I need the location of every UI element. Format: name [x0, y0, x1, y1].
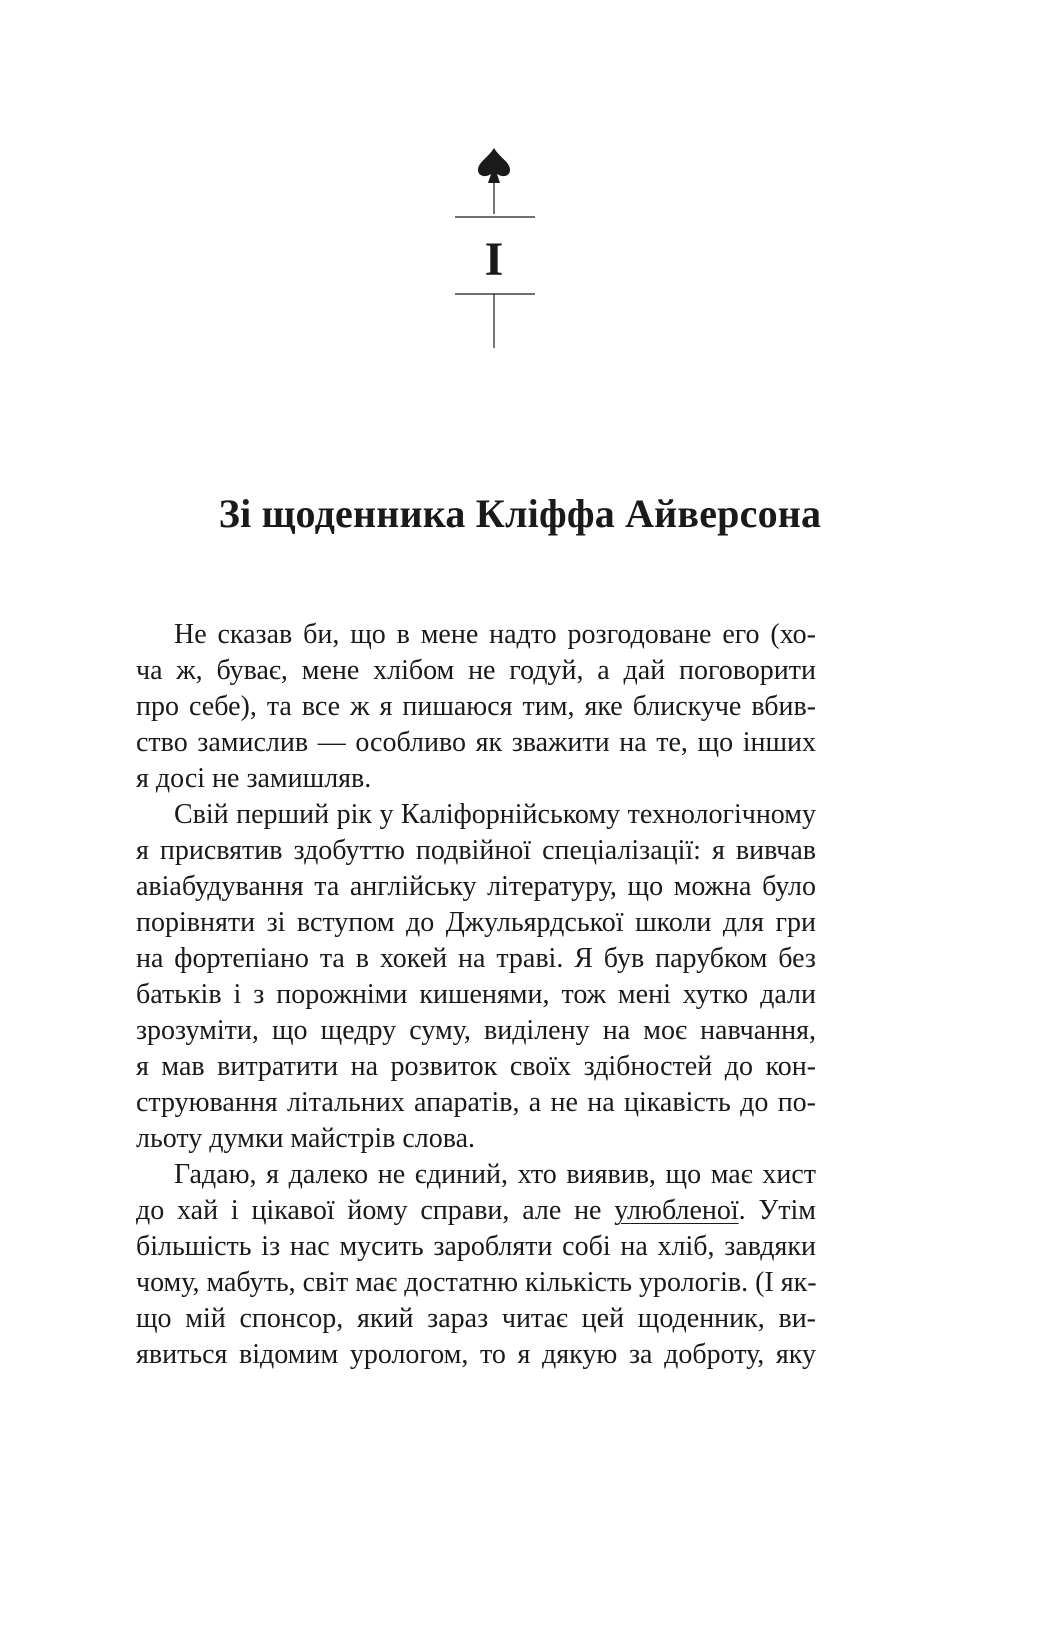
paragraph-line: більшість із нас мусить заробляти собі на хліб, завдяки — [136, 1231, 816, 1262]
paragraph-line: що мій спонсор, який зараз читає цей щоденник, ви- — [136, 1303, 816, 1334]
paragraph-line: порівняти зі вступом до Джульярдської школи для гри — [136, 907, 816, 938]
paragraph-line: Свій перший рік у Каліфорнійському технологічному — [174, 799, 816, 830]
paragraph-line: зрозуміти, що щедру суму, виділену на моє навчання, — [136, 1015, 816, 1046]
paragraph-line: батьків і з порожніми кишенями, тож мені хутко дали — [136, 979, 816, 1010]
paragraph-2 — [136, 797, 816, 1157]
paragraph-line: чому, мабуть, світ має достатню кількість урологів. (І як- — [136, 1267, 817, 1298]
paragraph-line: про себе), та все ж я пишаюся тим, яке блискуче вбив- — [136, 691, 816, 722]
paragraph-line: на фортепіано та в хокей на траві. Я був парубком без — [136, 943, 816, 974]
paragraph-line: я досі не замишляв. — [136, 763, 372, 794]
paragraph-line-with-emphasis — [136, 1193, 816, 1229]
paragraph-line: авіабудування та англійську літературу, що можна було — [136, 871, 816, 902]
paragraph-line: ство замислив — особливо як зважити на те, що інших — [136, 727, 816, 758]
paragraph-line: явиться відомим урологом, то я дякую за доброту, яку — [136, 1339, 816, 1370]
paragraph-line: Гадаю, я далеко не єдиний, хто виявив, що має хист — [174, 1159, 816, 1190]
paragraph-1 — [136, 617, 816, 797]
paragraph-3 — [136, 1157, 816, 1373]
paragraph-text: до хай і цікавої йому справи, але не — [136, 1195, 615, 1226]
paragraph-line: струювання літальних апаратів, а не на цікавість до по- — [136, 1087, 816, 1118]
paragraph-line: ча ж, буває, мене хлібом не годуй, а дай поговорити — [136, 655, 816, 686]
paragraph-line: Не сказав би, що в мене надто розгодоване его (хо- — [174, 619, 816, 650]
paragraph-line: я мав витратити на розвиток своїх здібностей до кон- — [136, 1051, 816, 1082]
underlined-word: улюбленої — [614, 1195, 739, 1226]
spade-icon — [478, 148, 510, 183]
chapter-title: Зі щоденника Кліффа Айверсона — [218, 491, 822, 536]
paragraph-line: я присвятив здобуттю подвійної спеціалізації: я вивчав — [136, 835, 816, 866]
paragraph-line: льоту думки майстрів слова. — [136, 1123, 476, 1154]
paragraph-text: . Утім — [738, 1195, 817, 1226]
body-text — [136, 617, 816, 1373]
chapter-numeral: I — [484, 233, 504, 286]
chapter-ornament — [0, 0, 1040, 360]
